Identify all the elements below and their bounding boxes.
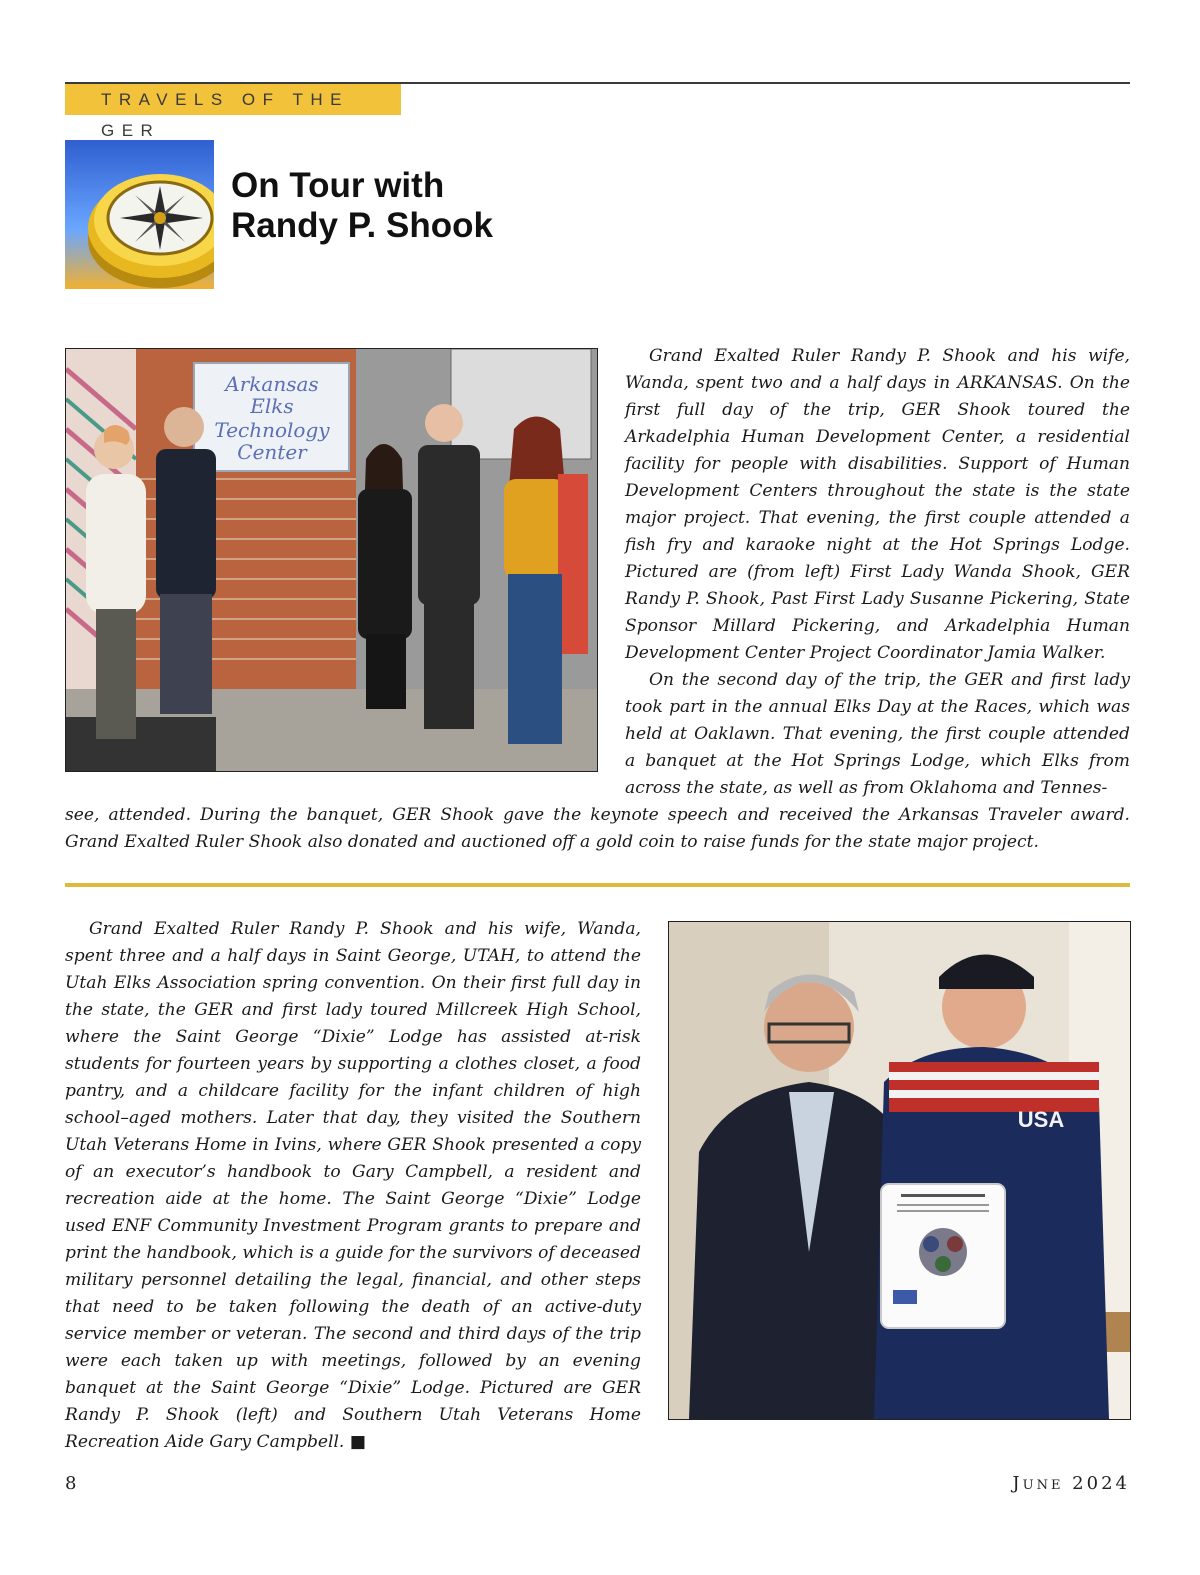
title-line-2: Randy P. Shook (231, 206, 493, 245)
arkansas-story-column (625, 343, 1130, 802)
issue-date: June 2024 (1012, 1473, 1130, 1494)
utah-story-column (65, 916, 641, 1456)
article-title (231, 166, 493, 246)
end-mark-icon: ■ (349, 1432, 366, 1452)
page-number: 8 (65, 1473, 77, 1494)
sign-line-3: Technology (214, 418, 330, 442)
section-label: TRAVELS OF THE GER (65, 84, 401, 115)
sign-line-4: Center (237, 440, 307, 464)
utah-paragraph: Grand Exalted Ruler Randy P. Shook and his wife, Wanda, spent three and a half days in Saint George, UTAH, to attend the Utah Elks Association spring convention. On their first full day in the state, the GER and first lady toured Millcreek High School, where the Saint George “Dixie” Lodge has assisted at-risk students for fourteen years by supporting a clothes closet, a food pantry, and a childcare facility for the infant children of high school–aged mothers. Later that day, they visited the Southern Utah Veterans Home in Ivins, where GER Shook presented a copy of an executor’s handbook to Gary Campbell, a resident and recreation aide at the home. The Saint George “Dixie” Lodge used ENF Community Investment Program grants to prepare and print the handbook, which is a guide for the survivors of deceased military personnel detailing the legal, financial, and other steps that need to be taken following the death of an active-duty service member or veteran. The second and third days of the trip were each taken up with meetings, followed by an evening banquet at the Saint George “Dixie” Lodge. Pictured are GER Randy P. Shook (left) and Southern Utah Veterans Home Recreation Aide Gary Campbell. (65, 919, 641, 1452)
section-divider (65, 883, 1130, 887)
shirt-text: USA (1017, 1107, 1065, 1132)
arkansas-paragraph-2-continued: see, attended. During the banquet, GER Shook gave the keynote speech and received the Arkansas Traveler award. Grand Exalted Ruler Shook also donated and auctioned off a gold coin to raise funds for the state major project. (65, 805, 1130, 852)
arkansas-paragraph-1: Grand Exalted Ruler Randy P. Shook and his wife, Wanda, spent two and a half days in ARKANSAS. On the first full day of the trip, GER Shook toured the Arkadelphia Human Development Center, a residential facility for people with disabilities. Support of Human Development Centers throughout the state is the state major project. That evening, the first couple attended a fish fry and karaoke night at the Hot Springs Lodge. Pictured are (from left) First Lady Wanda Shook, GER Randy P. Shook, Past First Lady Susanne Pickering, State Sponsor Millard Pickering, and Arkadelphia Human Development Center Project Coordinator Jamia Walker. (625, 346, 1130, 663)
sign-line-1: Arkansas (225, 372, 319, 396)
title-line-1: On Tour with (231, 166, 445, 205)
compass-icon (65, 140, 214, 289)
arkansas-paragraph-2: On the second day of the trip, the GER and first lady took part in the annual Elks Day at the Races, which was held at Oaklawn. That evening, the first couple attended a banquet at the Hot Springs Lodge, which Elks from across the state, as well as from Oklahoma and Tennes- (625, 670, 1130, 798)
arkansas-group-photo (65, 348, 598, 772)
utah-handbook-photo (668, 921, 1131, 1420)
sign-line-2: Elks (250, 394, 294, 418)
